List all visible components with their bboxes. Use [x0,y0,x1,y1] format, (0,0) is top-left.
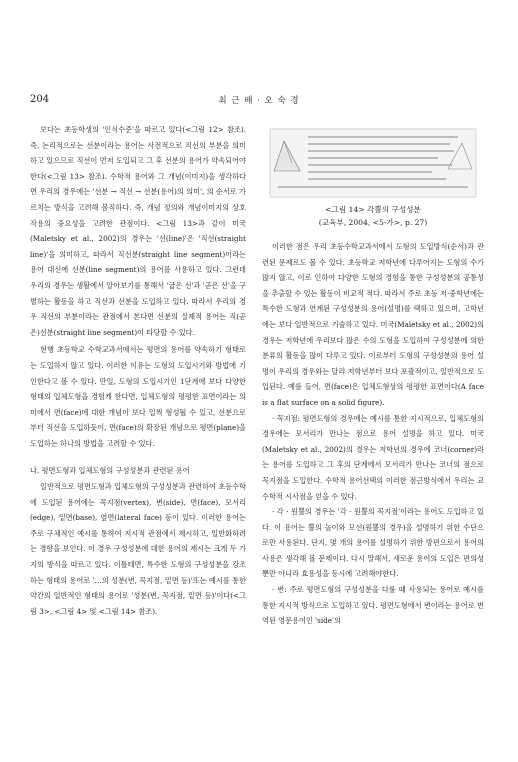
section-heading: 나. 평면도형과 입체도형의 구성성분과 관련된 용어 [30,466,190,476]
figure-caption [262,203,484,229]
figure-caption-source: (교육부, 2004, <5-가>, p. 27) [318,218,428,227]
right-column [262,127,484,629]
left-column [30,122,246,619]
page-number: 204 [30,94,50,105]
body-paragraph: · 각 · 원뿔의 경우는 '각 · 원뿔의 꼭지점'이라는 용어도 도입하고 있다. 이 용어는 뿔의 높이와 모선(원뿔의 경우)을 설명하기 위한 수단으로만 사용된다. 단지, 몇 개의 용어를 설명하기 위한 방편으로서 용어의 사용은 생각해 볼 문제이다. 다시 말해서, 새로운 용어의 도입은 편의성뿐만 아니라 효용성을 동시에 고려해야한다. [262,507,484,579]
body-paragraph: · 변: 주로 평면도형의 구성성분을 다룰 때 사용되는 용어로 예시를 통한 지시적 방식으로 도입하고 있다. 평면도형에서 변이라는 용어로 번역된 영문용어인 'side'의 [262,585,484,626]
textbook-excerpt-image [262,127,484,199]
body-paragraph: 이러한 점은 우리 초등수학교과서에서 도형의 도입방식(순서)과 관련된 문제로도 볼 수 있다. 초등학교 저학년에 다루어지는 도형의 수가 많지 않고, 이로 인하여 다양한 도형의 경험을 통한 구성성분의 공통성을 추출할 수 있는 활동이 비교적 적다. 따라서 주로 초등 저·중학년에는 특수한 도형과 연계된 구성성분의 용어(설명)를 택하고 있으며, 고학년에는 보다 일반적으로 기술하고 있다. 미국(Maletsky et al., 2002)의 경우는 저학년에 우리보다 많은 수의 도형을 도입하여 구성성분에 의한 분류의 활동을 많이 다루고 있다. 이로부터 도형의 구성성분의 용어 설명이 우리의 경우와는 달리 저학년부터 보다 포괄적이고, 일반적으로 도입된다. 예를 들어, 면(face)은 입체도형상의 평평한 표면이다(A face is a flat surface on a solid figure). [262,242,484,407]
figure-caption-title: <그림 14> 각뿔의 구성성분 [325,205,421,214]
body-paragraph: · 꼭지점: 평면도형의 경우에는 예시를 통한 지시적으로, 입체도형의 경우에는 모서리가 만나는 점으로 용어 설명을 하고 있다. 미국(Maletsky et al., 2002)의 경우는 저학년의 경우에 코너(corner)라는 용어를 도입하고 그 후의 단계에서 모서리가 만나는 코너의 점으로 꼭지점을 도입한다. 수학적 용어선택의 이러한 점근방식에서 우리는 교수학적 시사점을 얻을 수 있다. [262,413,484,501]
body-paragraph: 보다는 초등학생의 '인식수준'을 따르고 있다(<그림 12> 참조). 즉, 논리적으로는 선분이라는 용어는 사전적으로 직선의 부분을 의미하고 있으므로 직선이 먼저 도입되고 그 후 선분의 용어가 약속되어야 한다(<그림 13> 참조). 수학적 용어와 그 개념(이미지)을 생각하다면 우리의 경우에는 '선분 → 직선 → 선분(용어)의 의미', 의 순서로 가르치는 방식을 고려해 봄직하다. 즉, 개념 정의와 개념이미지의 상호작용의 중요성을 고려한 관점이다. <그림 13>과 같이 미국(Maletsky et al., 2002)의 경우는 '선(line)'은 '직선(straight line)'을 의미하고, 따라서 직선분(straight line segment)이라는 용어 대신에 선분(line segment)의 용어를 사용하고 있다. 그런데 우리의 경우는 생활에서 알아보기를 통해서 '굽은 선'과 '곧은 선'을 구별하는 활동을 하고 직선과 선분을 도입하고 있다. 따라서 우리의 경우 직선의 부분이라는 관점에서 본다면 선분의 실제적 용어는 직(곧은)선분(straight line segment)이 타당할 수 있다. [30,125,246,337]
body-paragraph: 일반적으로 평면도형과 입체도형의 구성성분과 관련하여 초등수학에 도입된 용어에는 꼭지점(vertex), 변(side), 면(face), 모서리(edge), 밑면(base), 옆면(lateral face) 등이 있다. 이러한 용어는 주로 구체적인 예시를 통하여 지시적 관점에서 제시하고, 일반화하려는 경향을 보인다. 이 경우 구성성분에 대한 용어의 제시는 크게 두 가지의 방식을 따르고 있다. 이틀테면, 특수한 도형의 구성성분을 강조하는 형태의 용어로 '…의 성분(변, 꼭지점, 밑면 등)'또는 예시를 통한 약간의 일반적인 형태의 용어로 '성분(변, 꼭지점, 밑면 등)'이다(<그림 3>, <그림 4> 및 <그림 14> 참조). [30,482,246,616]
figure-pyramid-components [262,127,484,199]
body-paragraph: 현행 초등학교 수학교과서에서는 평면의 용어를 약속하기 형태로는 도입하지 않고 있다. 이러한 이유는 도형의 도입시기와 방법에 기인한다고 볼 수 있다. 만일, 도형의 도입시기인 1단계에 보다 다양한 형태의 입체도형을 경험케 한다면, 입체도형의 평평한 표면이라는 의미에서 면(face)에 대한 개념이 보다 일찍 형성될 수 있고, 선분으로부터 직선을 도입하듯이, 면(face)의 확장된 개념으로 평면(plane)을 도입하는 하나의 방법을 고려할 수 있다. [30,345,246,448]
running-head: 최 근 배 · 오 숙 경 [218,96,300,106]
